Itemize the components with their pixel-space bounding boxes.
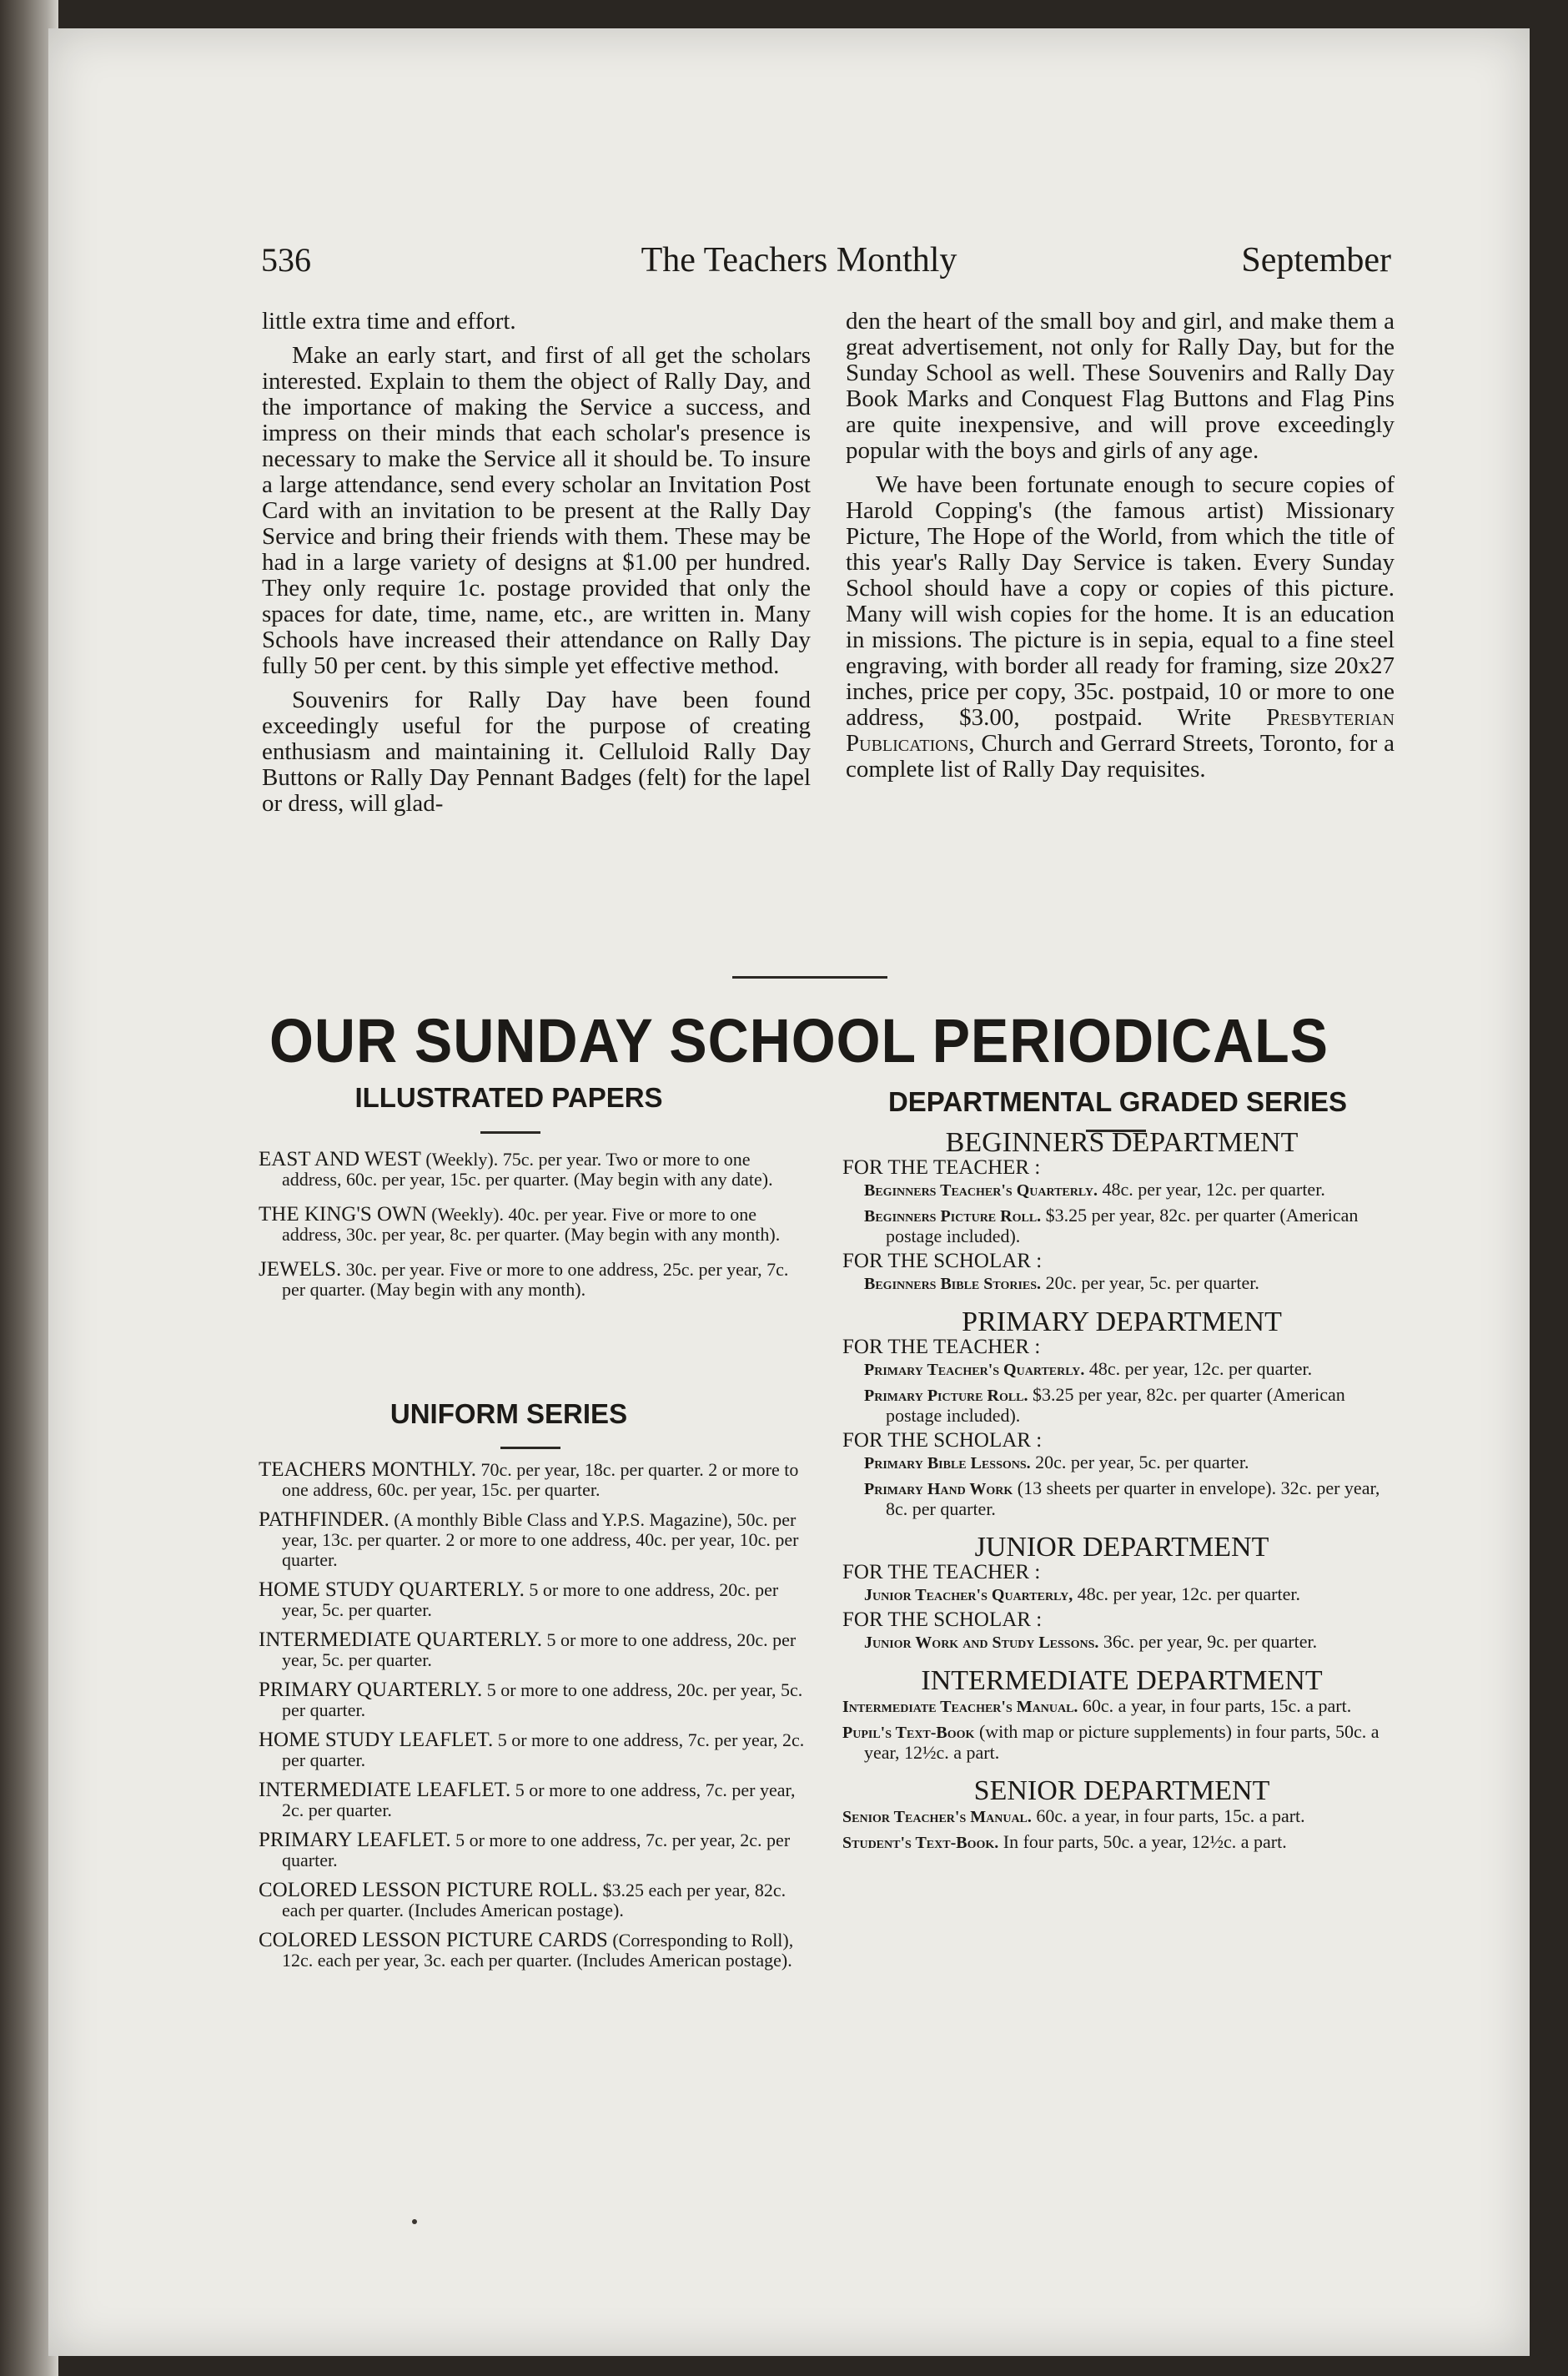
list-item: Primary Picture Roll. $3.25 per year, 82c. per quarter (American postage included). [864, 1384, 1345, 1426]
department-heading: SENIOR DEPARTMENT [973, 1775, 1270, 1806]
list-item: Senior Teacher's Manual. 60c. a year, in four parts, 15c. a part. [842, 1805, 1305, 1826]
illustrated-papers-heading: ILLUSTRATED PAPERS [354, 1082, 663, 1113]
list-item: Beginners Picture Roll. $3.25 per year, 82c. per quarter (American postage included). [864, 1205, 1359, 1246]
list-item: HOME STUDY LEAFLET. 5 or more to one address, 7c. per year, 2c. per quarter. [259, 1729, 805, 1770]
audience-label: FOR THE TEACHER : [842, 1561, 1041, 1583]
list-item: EAST AND WEST (Weekly). 75c. per year. Two or more to one address, 60c. per year, 15c. per quarter. (May begin with any date). [259, 1148, 773, 1190]
list-item: Primary Bible Lessons. 20c. per year, 5c. per quarter. [864, 1452, 1249, 1472]
publisher-name: Presbyterian Publications [846, 704, 1395, 757]
section-divider [732, 976, 887, 979]
list-item: Pupil's Text-Book (with map or picture supplements) in four parts, 50c. a year, 12½c. a part. [842, 1721, 1380, 1763]
graded-series-heading: DEPARTMENTAL GRADED SERIES [887, 1086, 1348, 1117]
list-item: HOME STUDY QUARTERLY. 5 or more to one address, 20c. per year, 5c. per quarter. [259, 1578, 779, 1620]
list-item: Junior Work and Study Lessons. 36c. per year, 9c. per quarter. [864, 1631, 1318, 1652]
list-item: Beginners Bible Stories. 20c. per year, 5c. per quarter. [864, 1272, 1259, 1293]
list-item: COLORED LESSON PICTURE CARDS (Corresponding to Roll), 12c. each per year, 3c. each per quarter. (Includes American postage). [259, 1929, 794, 1971]
list-item: PRIMARY QUARTERLY. 5 or more to one address, 20c. per year, 5c. per quarter. [259, 1679, 803, 1720]
audience-label: FOR THE SCHOLAR : [842, 1250, 1043, 1272]
department-heading: PRIMARY DEPARTMENT [962, 1306, 1282, 1337]
list-item: Primary Hand Work (13 sheets per quarter in envelope). 32c. per year, 8c. per quarter. [864, 1477, 1380, 1519]
journal-title: The Teachers Monthly [641, 241, 957, 279]
list-item: Primary Teacher's Quarterly. 48c. per year, 12c. per quarter. [864, 1358, 1313, 1379]
ad-title: OUR SUNDAY SCHOOL PERIODICALS [269, 1006, 1329, 1075]
paragraph: We have been fortunate enough to secure copies of Harold Copping's (the famous artist) Missionary Picture, The Hope of the World, from which the title of this year's Rally Day Service is taken. Every Sunday School should have a copy or copies of this picture. Many will wish copies for the home. It is an education in missions. The picture is in sepia, equal to a fine steel engraving, with border all ready for framing, size 20x27 inches, price per copy, 35c. postpaid, 10 or more to one address, $3.00, postpaid. Write Presbyterian Publications, Church and Gerrard Streets, Toronto, for a complete list of Rally Day requisites. [846, 471, 1395, 783]
list-item: Junior Teacher's Quarterly, 48c. per year, 12c. per quarter. [864, 1583, 1300, 1604]
audience-label: FOR THE SCHOLAR : [842, 1608, 1043, 1631]
audience-label: FOR THE TEACHER : [842, 1336, 1041, 1358]
list-item: PATHFINDER. (A monthly Bible Class and Y.P.S. Magazine), 50c. per year, 13c. per quarter. 2 or more to one address, 40c. per year, 10c. per quarter. [259, 1508, 799, 1570]
list-item: THE KING'S OWN (Weekly). 40c. per year. Five or more to one address, 30c. per year, 8c. per quarter. (May begin with any month). [259, 1203, 781, 1245]
paragraph: den the heart of the small boy and girl, and make them a great advertisement, not only for Rally Day, but for the Sunday School as well. These Souvenirs and Rally Day Book Marks and Conquest Flag Buttons and Flag Pins are quite inexpensive, and will prove exceedingly popular with the boys and girls of any age. [846, 308, 1395, 464]
department-heading: BEGINNERS DEPARTMENT [945, 1127, 1299, 1158]
list-item: JEWELS. 30c. per year. Five or more to one address, 25c. per year, 7c. per quarter. (May begin with any month). [259, 1258, 789, 1300]
paragraph: Make an early start, and first of all get the scholars interested. Explain to them the object of Rally Day, and the importance of making the Service a success, and impress on their minds that each scholar's presence is necessary to make the Service all it should be. To insure a large attendance, send every scholar an Invitation Post Card with an invitation to be present at the Rally Day Service and bring their friends with them. These may be had in a large variety of designs at $1.00 per hundred. They only require 1c. postage provided that only the spaces for date, time, name, etc., are written in. Many Schools have increased their attendance on Rally Day fully 50 per cent. by this simple yet effective method. [262, 342, 811, 679]
page-number: 536 [261, 241, 311, 279]
paragraph: Souvenirs for Rally Day have been found exceedingly useful for the purpose of creating enthusiasm and maintaining it. Celluloid Rally Day Buttons or Rally Day Pennant Badges (felt) for the lapel or dress, will glad- [262, 687, 811, 817]
issue-month: September [1241, 241, 1391, 279]
list-item: INTERMEDIATE QUARTERLY. 5 or more to one address, 20c. per year, 5c. per quarter. [259, 1628, 797, 1670]
list-item: TEACHERS MONTHLY. 70c. per year, 18c. per quarter. 2 or more to one address, 60c. per year, 15c. per quarter. [259, 1458, 799, 1500]
list-item: Intermediate Teacher's Manual. 60c. a year, in four parts, 15c. a part. [842, 1695, 1352, 1716]
right-column [846, 309, 1395, 791]
heading-underline [500, 1447, 560, 1449]
running-header [207, 240, 1391, 290]
list-item: INTERMEDIATE LEAFLET. 5 or more to one address, 7c. per year, 2c. per quarter. [259, 1779, 796, 1820]
list-item: PRIMARY LEAFLET. 5 or more to one address, 7c. per year, 2c. per quarter. [259, 1829, 791, 1870]
audience-label: FOR THE TEACHER : [842, 1156, 1041, 1179]
graded-list [842, 1118, 1401, 1858]
audience-label: FOR THE SCHOLAR : [842, 1429, 1043, 1452]
paragraph: little extra time and effort. [262, 308, 516, 335]
list-item: Student's Text-Book. In four parts, 50c. a year, 12½c. a part. [842, 1831, 1287, 1852]
illustrated-list [259, 1150, 809, 1315]
ink-speck [412, 2219, 417, 2224]
list-item: COLORED LESSON PICTURE ROLL. $3.25 each per year, 82c. each per quarter. (Includes American postage). [259, 1879, 787, 1920]
uniform-series-heading: UNIFORM SERIES [389, 1398, 628, 1429]
department-heading: JUNIOR DEPARTMENT [974, 1532, 1269, 1563]
heading-underline [480, 1131, 540, 1134]
department-heading: INTERMEDIATE DEPARTMENT [921, 1665, 1323, 1696]
left-column [262, 309, 811, 825]
uniform-list [259, 1460, 809, 1981]
list-item: Beginners Teacher's Quarterly. 48c. per year, 12c. per quarter. [864, 1179, 1325, 1200]
